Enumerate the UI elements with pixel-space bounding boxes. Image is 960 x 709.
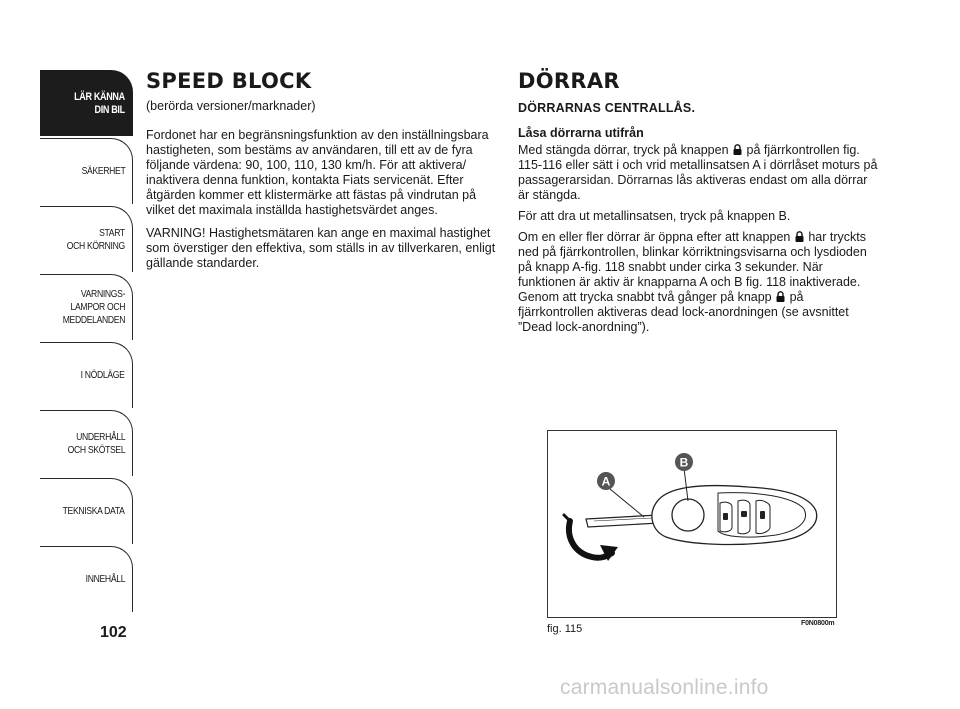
label-b: B: [679, 455, 689, 470]
watermark: carmanualsonline.info: [560, 676, 769, 699]
lock-icon: [795, 231, 804, 242]
tab-lar-kanna-din-bil[interactable]: [40, 70, 133, 136]
tab-start-och-korning[interactable]: [40, 206, 133, 272]
section-subtitle: (berörda versioner/marknader): [146, 99, 316, 113]
text: på fjärrkontrollen fig. 115-116 eller sätt i och vrid metallinsatsen A i dörrlåset moturs på passagerarsidan. Dörrarnas lås aktiveras endast om alla dörrar är stängda.: [518, 143, 878, 202]
text: på fjärrkontrollen aktiveras dead lock-anordningen (se avsnittet ”Dead lock-anordning”).: [518, 290, 849, 334]
tab-label: UNDERHÅLL OCH SKÖTSEL: [67, 430, 125, 456]
section-title: SPEED BLOCK: [146, 69, 312, 93]
tab-label: START OCH KÖRNING: [66, 226, 125, 252]
text: Om en eller fler dörrar är öppna efter att knappen: [518, 230, 791, 244]
tab-underhall[interactable]: [40, 410, 133, 476]
label-a: A: [601, 474, 611, 489]
paragraph: [518, 143, 878, 203]
speed-block-body: Fordonet har en begränsningsfunktion av den inställningsbara hastigheten, som bestäms av användaren, till ett av de fyra följande värdena: 90, 100, 110, 130 km/h. För att aktivera/ inaktivera denna funktion, kontakta Fiats servicenät. Efter åtgärden kommer ett klistermärke att fästas på vindrutan på vilket det maximala inställda hastighetsvärdet anges.: [146, 128, 489, 217]
tab-label: SÄKERHET: [81, 165, 125, 177]
figure-key-fob: [547, 430, 837, 618]
tab-label: LÄR KÄNNA DIN BIL: [74, 90, 125, 116]
page-number: 102: [100, 624, 127, 641]
tab-varningslampor[interactable]: [40, 274, 133, 340]
figure-caption: fig. 115: [547, 623, 583, 635]
tab-innehall[interactable]: [40, 546, 133, 612]
tab-label: INNEHÅLL: [85, 573, 125, 585]
paragraph: [518, 230, 878, 335]
figure-code: F0N0800m: [801, 620, 835, 627]
doors-section: [518, 69, 878, 335]
tab-tekniska-data[interactable]: [40, 478, 133, 544]
section-subtitle: DÖRRARNAS CENTRALLÅS.: [518, 101, 696, 115]
lock-icon: [776, 291, 785, 302]
tab-sakerhet[interactable]: [40, 138, 133, 204]
text: Med stängda dörrar, tryck på knappen: [518, 143, 729, 157]
lock-icon: [733, 144, 742, 155]
speed-block-warning: VARNING! Hastighetsmätaren kan ange en maximal hastighet som överstiger den effektiva, som ställs in av tillverkaren, enligt gällande standarder.: [146, 226, 496, 270]
tab-label: TEKNISKA DATA: [63, 505, 125, 517]
tab-label: VARNINGS- LAMPOR OCH MEDDELANDEN: [62, 288, 125, 326]
key-fob-illustration: [548, 431, 836, 617]
speed-block-section: [146, 69, 498, 271]
section-title: DÖRRAR: [518, 69, 620, 93]
button-b: [672, 499, 704, 531]
chapter-tabs: [40, 70, 133, 614]
tab-i-nodlage[interactable]: [40, 342, 133, 408]
subheading: Låsa dörrarna utifrån: [518, 126, 644, 140]
text: har tryckts ned på fjärrkontrollen, blinkar körriktningsvisarna och lysdioden på knapp A-fig. 118 snabbt under cirka 3 sekunder. När funktionen är aktiv är knapparna A och B fig. 118 inaktiverade. Genom att trycka snabbt två gånger på knapp: [518, 230, 867, 304]
tab-label: I NÖDLÄGE: [81, 369, 125, 381]
paragraph: För att dra ut metallinsatsen, tryck på knappen B.: [518, 209, 791, 223]
